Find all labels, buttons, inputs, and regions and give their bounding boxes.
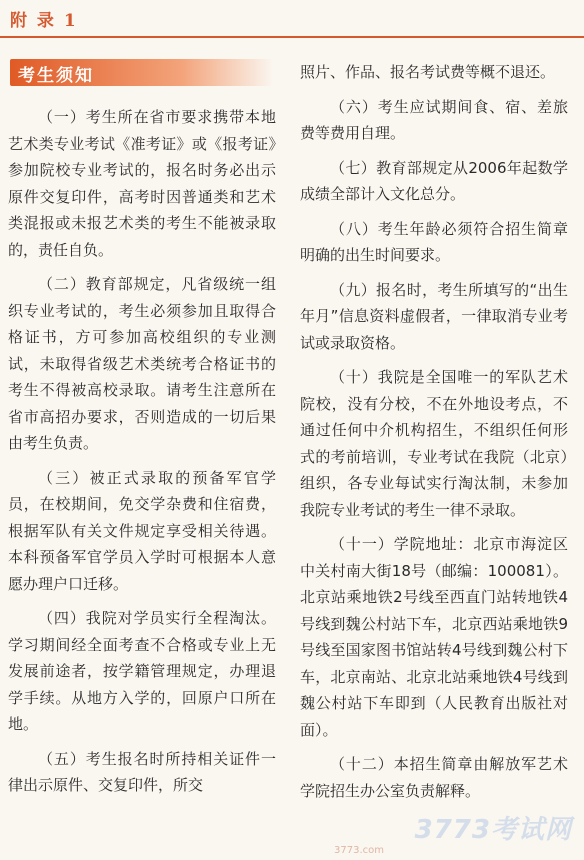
notice-item-8: （八）考生年龄必须符合招生简章明确的出生时间要求。 (300, 219, 568, 264)
notice-item-5: （五）考生报名时所持相关证件一律出示原件、交复印件，所交 (8, 749, 276, 794)
left-column (8, 104, 276, 807)
notice-title-banner (10, 59, 273, 86)
notice-item-1: （一）考生所在省市要求携带本地艺术类专业考试《准考证》或《报考证》参加院校专业考试的，报名时务必出示原件交复印件，高考时因普通类和艺术类混报或未报艺术类的考生不能被录取的，责任自负。 (8, 108, 276, 259)
site-watermark-url: 3773.com (334, 845, 384, 856)
notice-item-10: （十）我院是全国唯一的军队艺术院校，没有分校，不在外地设考点，不通过任何中介机构招生，不组织任何形式的考前培训，专业考试在我院（北京）组织，各专业每试实行淘汰制，未参加我院专业考试的考生一律不录取。 (300, 368, 568, 519)
notice-title: 考生须知 (18, 66, 94, 86)
appendix-label: 附 录 1 (10, 11, 78, 31)
notice-item-11: （十一）学院地址：北京市海淀区中关村南大街18号（邮编：100081）。北京站乘地铁2号线至西直门站转地铁4号线到魏公村站下车，北京西站乘地铁9号线至国家图书馆站转4号线到魏公村下车，北京南站、北京北站乘地铁4号线到魏公村站下车即到（人民教育出版社对面）。 (300, 535, 568, 739)
notice-item-5-continued: 照片、作品、报名考试费等概不退还。 (300, 63, 556, 81)
notice-item-7: （七）教育部规定从2006年起数学成绩全部计入文化总分。 (300, 158, 568, 203)
notice-item-6: （六）考生应试期间食、宿、差旅费等费用自理。 (300, 97, 568, 142)
right-column (300, 59, 568, 812)
notice-item-12: （十二）本招生简章由解放军艺术学院招生办公室负责解释。 (300, 755, 568, 800)
site-watermark: 3773考试网 (414, 815, 572, 845)
notice-item-3: （三）被正式录取的预备军官学员，在校期间，免交学杂费和住宿费，根据军队有关文件规定享受相关待遇。本科预备军官学员入学时可根据本人意愿办理户口迁移。 (8, 468, 276, 593)
notice-item-2: （二）教育部规定，凡省级统一组织专业考试的，考生必须参加且取得合格证书，方可参加高校组织的专业测试，未取得省级艺术类统考合格证书的考生不得被高校录取。请考生注意所在省市高招办要求，否则造成的一切后果由考生负责。 (8, 275, 276, 452)
notice-item-9: （九）报名时，考生所填写的“出生年月”信息资料虚假者，一律取消专业考试或录取资格。 (300, 280, 568, 352)
notice-item-4: （四）我院对学员实行全程淘汰。学习期间经全面考查不合格或专业上无发展前途者，按学籍管理规定，办理退学手续。从地方入学的，回原户口所在地。 (8, 609, 276, 733)
header-divider (0, 36, 584, 38)
